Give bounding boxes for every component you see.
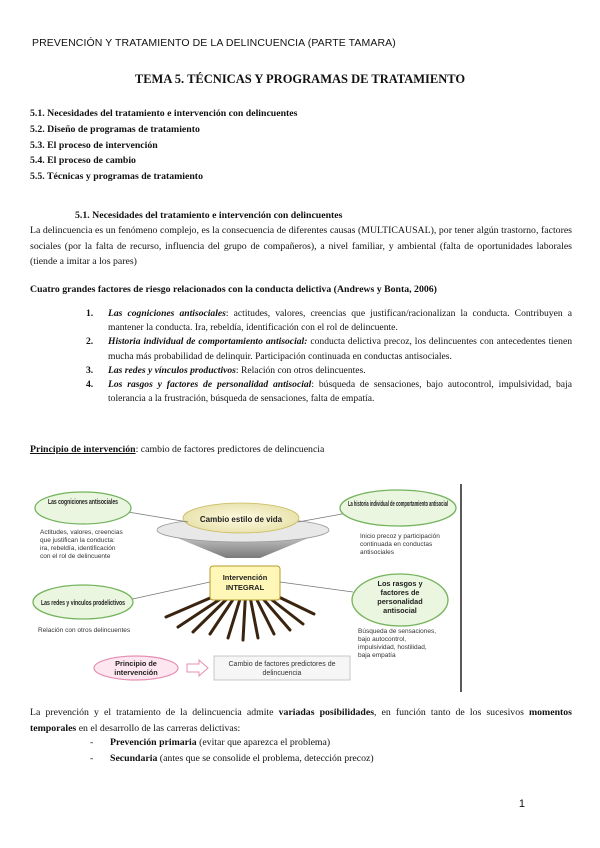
principle-result-text: Cambio de factores predictores de — [228, 661, 336, 668]
personality-traits-title: Los rasgos y — [377, 579, 423, 588]
list-item: - Secundaria (antes que se consolide el problema, detección precoz) — [86, 751, 374, 767]
factor-term: Los rasgos y factores de personalidad antisocial — [108, 379, 312, 391]
antisocial-history-shape — [340, 490, 456, 526]
list-item: 2. Historia individual de comportamiento antisocial: conducta delictiva precoz, los delincuentes con antecedentes tienen mucha más probabilidad de delinquir. Participación continuada en conductas antisociales. — [86, 336, 573, 362]
antisocial-cognitions-desc: Actitudes, valores, creencias — [40, 529, 123, 536]
intervention-diagram — [28, 482, 468, 694]
table-of-contents — [30, 106, 297, 185]
antisocial-cognitions-desc: con el rol de delincuente — [40, 553, 111, 560]
page-title: TEMA 5. TÉCNICAS Y PROGRAMAS DE TRATAMIENTO — [134, 72, 466, 86]
prodelictive-networks-desc: Relación con otros delincuentes — [38, 627, 131, 634]
personality-traits-title: antisocial — [383, 606, 417, 615]
list-item: 1. Las cogniciones antisociales: actitudes, valores, creencias que justifican/racionalizan la conducta. Contribuyen a mantener la conducta. Ira, rebeldía, identificación con el rol de delincuente. — [86, 308, 572, 334]
antisocial-history-desc: Inicio precoz y participación — [360, 533, 440, 540]
intro-paragraph: La delincuencia es un fenómeno complejo, es la consecuencia de diferentes causas (MULTICAUSAL), por tener algún trastorno, factores sociales (por la falta de recurso, influencia del grupo de compañeros), a nivel familiar, y ambiental (falta de oportunidades laborales (tiende a imitar a los pares) — [30, 225, 572, 268]
lifestyle-change-label: Cambio estilo de vida — [199, 515, 283, 524]
prevention-list — [86, 735, 374, 767]
factor-term: Las cogniciones antisociales — [108, 308, 226, 319]
personality-traits-desc: bajo autocontrol, — [358, 636, 407, 643]
factor-term: Las redes y vínculos productivos — [108, 364, 236, 376]
section-heading: 5.1. Necesidades del tratamiento e intervención con delincuentes — [75, 210, 343, 221]
list-item: - Prevención primaria (evitar que aparezca el problema) — [86, 735, 374, 751]
principle-result-text: delincuencia — [262, 670, 302, 677]
personality-traits-desc: baja empatía — [358, 652, 396, 659]
toc-item: 5.4. El proceso de cambio — [30, 155, 136, 167]
arrow-icon — [187, 660, 208, 676]
toc-item: 5.3. El proceso de intervención — [30, 139, 158, 151]
antisocial-history-desc: continuada en conductas — [360, 541, 433, 548]
risk-factors-list — [86, 307, 572, 406]
closing-paragraph: La prevención y el tratamiento de la delincuencia admite variadas posibilidades, en función tanto de los sucesivos momentos temporales en el desarrollo de las carreras delictivas: — [30, 707, 572, 734]
antisocial-history-desc: antisociales — [360, 549, 394, 556]
antisocial-history-title: La historia individual de comportamiento antisocial — [348, 499, 448, 508]
risk-factors-heading: Cuatro grandes factores de riesgo relacionados con la conducta delictiva (Andrews y Bonta, 2006) — [30, 284, 437, 295]
personality-traits-desc: Búsqueda de sensaciones, — [358, 628, 437, 635]
personality-traits-title: personalidad — [377, 597, 423, 606]
list-item: 3. Las redes y vínculos productivos: Relación con otros delincuentes. — [86, 364, 366, 376]
integral-line: INTEGRAL — [225, 583, 265, 592]
antisocial-cognitions-desc: ira, rebeldía, identificación — [40, 545, 116, 552]
page-header: PREVENCIÓN Y TRATAMIENTO DE LA DELINCUENCIA (PARTE TAMARA) — [32, 37, 396, 49]
toc-item: 5.2. Diseño de programas de tratamiento — [30, 123, 200, 135]
toc-item: 5.1. Necesidades del tratamiento e intervención con delincuentes — [30, 108, 298, 119]
factor-term: Historia individual de comportamiento antisocial: — [108, 336, 308, 348]
toc-item: 5.5. Técnicas y programas de tratamiento — [30, 171, 203, 183]
list-item: 4. Los rasgos y factores de personalidad antisocial: búsqueda de sensaciones, bajo autocontrol, impulsividad, baja tolerancia a la frustración, búsqueda de sensaciones, falta de empatía. — [86, 379, 572, 405]
principle-label: Principio de — [115, 659, 157, 668]
antisocial-cognitions-desc: que justifican la conducta: — [40, 537, 115, 544]
intervention-principle: Principio de intervención: cambio de factores predictores de delincuencia — [30, 444, 325, 455]
page-number: 1 — [518, 798, 525, 810]
prodelictive-networks-title: Las redes y vínculos prodelictivos — [41, 598, 125, 607]
personality-traits-desc: impulsividad, hostilidad, — [358, 644, 427, 651]
principle-label: intervención — [114, 668, 158, 677]
antisocial-cognitions-title: Las cogniciones antisociales — [48, 497, 118, 506]
integral-line: Intervención — [222, 573, 268, 582]
personality-traits-title: factores de — [380, 588, 420, 597]
